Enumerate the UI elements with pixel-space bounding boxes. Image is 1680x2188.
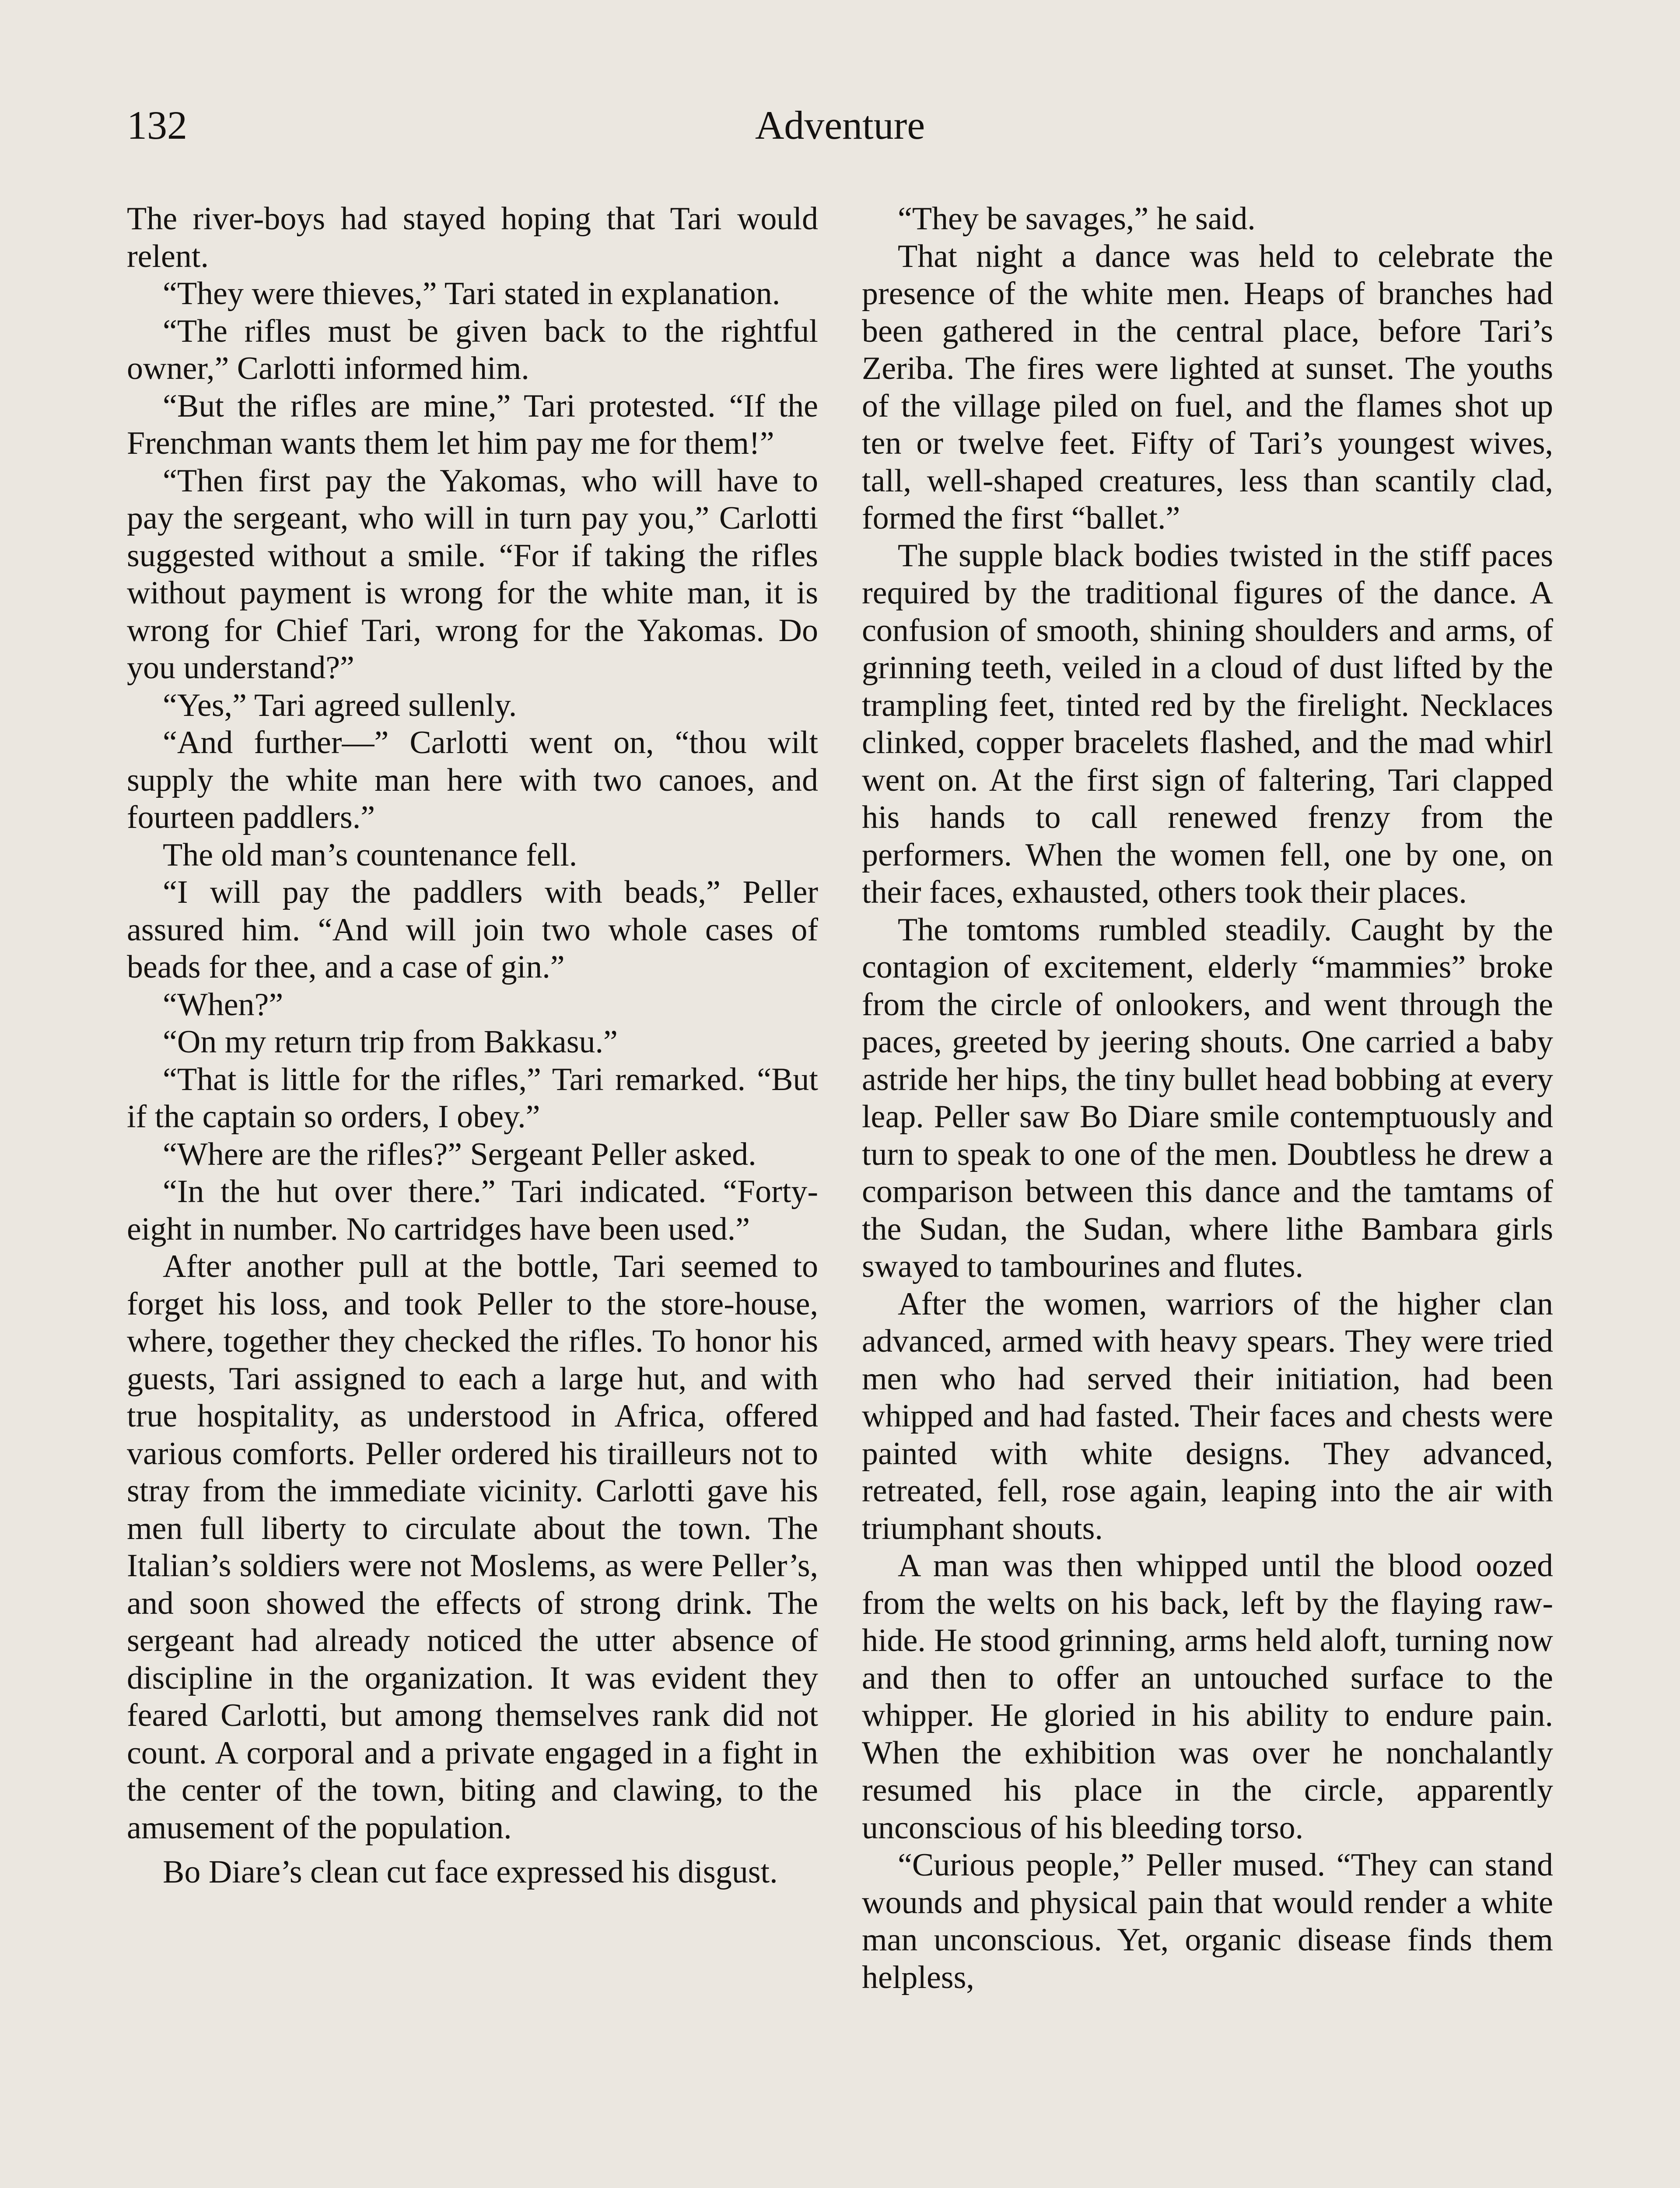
page-number: 132 xyxy=(127,103,187,147)
paragraph: After another pull at the bottle, Tari seemed to forget his loss, and took Peller to the store-house, where, together they checked the rifles. To honor his guests, Tari assigned to each a large hut, and with true hospitality, as understood in Africa, offered various comforts. Peller ordered his tirailleurs not to stray from the immediate vicinity. Carlotti gave his men full liberty to circulate about the town. The Italian’s soldiers were not Moslems, as were Peller’s, and soon showed the effects of strong drink. The sergeant had already noticed the utter absence of discipline in the organization. It was evident they feared Carlotti, but among themselves rank did not count. A corporal and a private engaged in a fight in the center of the town, biting and clawing, to the amusement of the population. xyxy=(127,1248,818,1846)
paragraph: After the women, warriors of the higher clan advanced, armed with heavy spears. They were tried men who had served their initiation, had been whipped and had fasted. Their faces and chests were painted with white designs. They advanced, retreated, fell, rose again, leaping into the air with triumphant shouts. xyxy=(862,1286,1553,1546)
paragraph: “I will pay the paddlers with beads,” Peller assured him. “And will join two whole cases of beads for thee, and a case of gin.” xyxy=(127,874,818,985)
paragraph: “The rifles must be given back to the rightful owner,” Carlotti informed him. xyxy=(127,313,818,386)
paragraph: Bo Diare’s clean cut face expressed his disgust. xyxy=(163,1854,778,1890)
paragraph: “On my return trip from Bakkasu.” xyxy=(163,1024,618,1060)
paragraph: The river-boys had stayed hoping that Tari would relent. xyxy=(127,201,818,274)
paragraph: “Curious people,” Peller mused. “They can stand wounds and physical pain that would render a white man unconscious. Yet, organic disease finds them helpless, xyxy=(862,1847,1553,1995)
paragraph: “And further—” Carlotti went on, “thou wilt supply the white man here with two canoes, and fourteen paddlers.” xyxy=(127,725,818,835)
paragraph: “They were thieves,” Tari stated in explanation. xyxy=(163,276,780,312)
running-title: Adventure xyxy=(755,103,925,147)
paragraph: The old man’s countenance fell. xyxy=(163,837,578,873)
paragraph: “When?” xyxy=(163,986,284,1023)
right-column xyxy=(862,200,1553,1996)
paragraph: “Then first pay the Yakomas, who will have to pay the sergeant, who will in turn pay you,” Carlotti suggested without a smile. “For if taking the rifles without payment is wrong for the white man, it is wrong for Chief Tari, wrong for the Yakomas. Do you understand?” xyxy=(127,463,818,686)
paragraph: A man was then whipped until the blood oozed from the welts on his back, left by the flaying raw-hide. He stood grinning, arms held aloft, turning now and then to offer an untouched surface to the whipper. He gloried in his ability to endure pain. When the exhibition was over he nonchalantly resumed his place in the circle, apparently unconscious of his bleeding torso. xyxy=(862,1548,1553,1846)
paragraph: “That is little for the rifles,” Tari remarked. “But if the captain so orders, I obey.” xyxy=(127,1061,818,1135)
paragraph: The tomtoms rumbled steadily. Caught by the contagion of excitement, elderly “mammies” broke from the circle of onlookers, and went through the paces, greeted by jeering shouts. One carried a baby astride her hips, the tiny bullet head bobbing at every leap. Peller saw Bo Diare smile contemptuously and turn to speak to one of the men. Doubtless he drew a comparison between this dance and the tamtams of the Sudan, the Sudan, where lithe Bambara girls swayed to tambourines and flutes. xyxy=(862,912,1553,1284)
paragraph: “In the hut over there.” Tari indicated. “Forty-eight in number. No cartridges have been used.” xyxy=(127,1174,818,1247)
left-column xyxy=(127,200,818,1891)
paragraph: “But the rifles are mine,” Tari protested. “If the Frenchman wants them let him pay me for them!” xyxy=(127,388,818,461)
paragraph: “Yes,” Tari agreed sullenly. xyxy=(163,687,517,723)
paragraph: “They be savages,” he said. xyxy=(898,201,1256,237)
paragraph: That night a dance was held to celebrate the presence of the white men. Heaps of branches had been gathered in the central place, before Tari’s Zeriba. The fires were lighted at sunset. The youths of the village piled on fuel, and the flames shot up ten or twelve feet. Fifty of Tari’s youngest wives, tall, well-shaped creatures, less than scantily clad, formed the first “ballet.” xyxy=(862,238,1553,536)
paragraph: “Where are the rifles?” Sergeant Peller asked. xyxy=(163,1136,756,1172)
paragraph: The supple black bodies twisted in the stiff paces required by the traditional figures of the dance. A confusion of smooth, shining shoulders and arms, of grinning teeth, veiled in a cloud of dust lifted by the trampling feet, tinted red by the firelight. Necklaces clinked, copper bracelets flashed, and the mad whirl went on. At the first sign of faltering, Tari clapped his hands to call renewed frenzy from the performers. When the women fell, one by one, on their faces, exhausted, others took their places. xyxy=(862,537,1553,910)
